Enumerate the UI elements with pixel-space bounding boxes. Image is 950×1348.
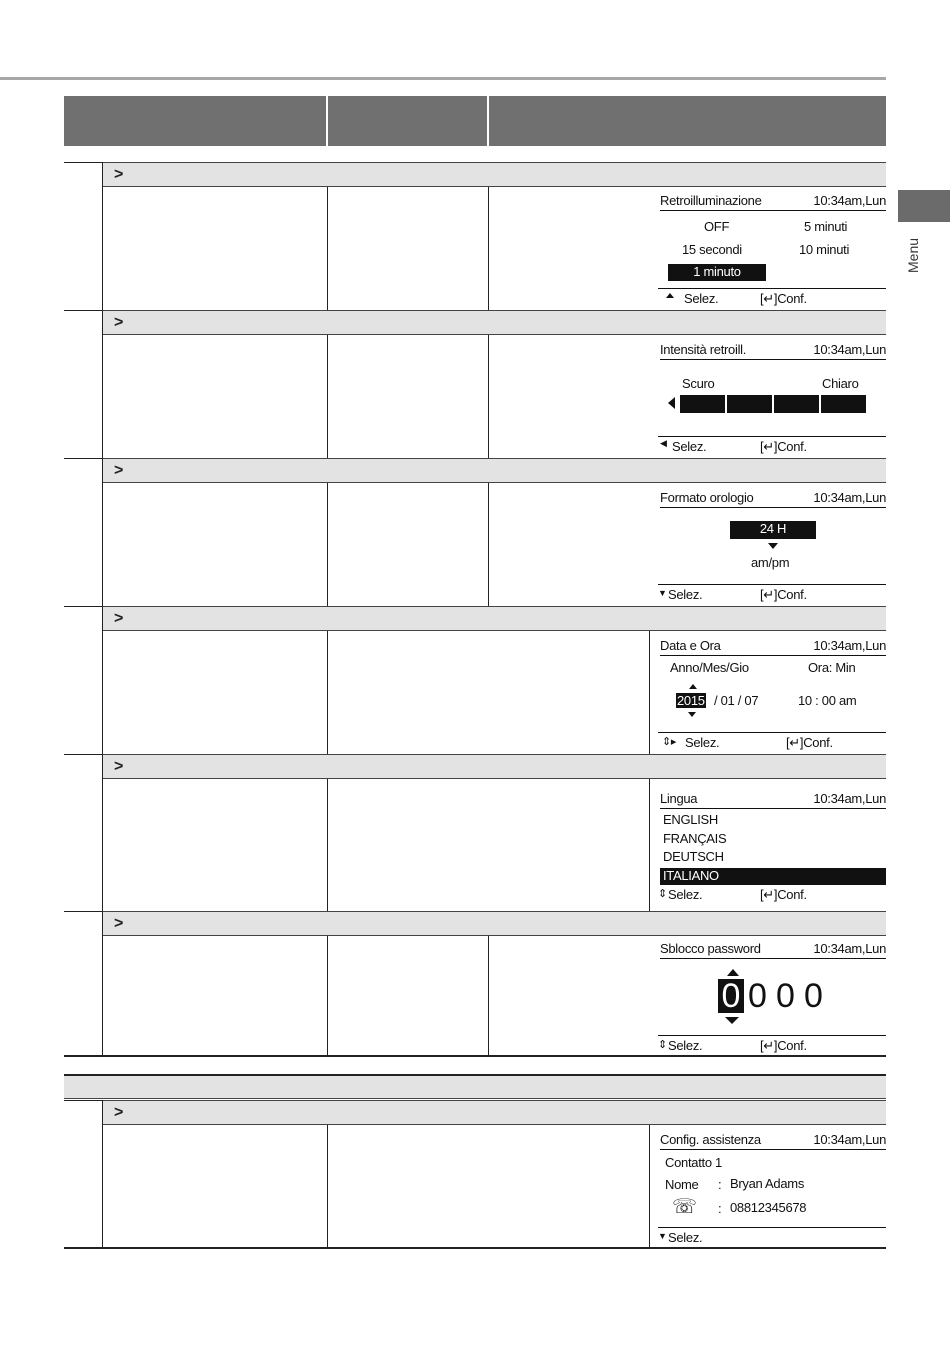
option-10min: 10 minuti [799,242,850,257]
side-tab-marker [898,190,950,222]
arrow-up-icon [666,293,674,298]
screen-clock: 10:34am,Lun [813,193,886,208]
row-divider [64,606,102,607]
screen-footer [658,436,886,457]
col-line [649,779,650,911]
subrow-bar [102,754,886,779]
screen-title-bar [660,790,886,809]
footer-select: Selez. [668,1038,703,1053]
col-line [327,335,328,458]
dark-label: Scuro [682,376,715,391]
screen-date-time [660,637,886,754]
screen-title: Data e Ora [660,638,721,653]
arrow-down-icon [688,712,696,717]
footer-select: Selez. [668,887,703,902]
col-line [327,1125,328,1248]
arrow-down-small-icon: ▼ [658,1231,667,1241]
footer-select: Selez. [684,291,719,306]
table-header-col3 [489,96,886,146]
footer-confirm: [↵]Conf. [760,1038,807,1053]
intensity-segment [774,395,819,413]
password-digit-4: 0 [804,977,823,1015]
row-divider [64,911,102,912]
row-divider [64,754,102,755]
col-line [327,483,328,606]
screen-title-bar [660,341,886,360]
footer-select: Selez. [685,735,720,750]
screen-title: Config. assistenza [660,1132,761,1147]
arrows-four-way-icon: ⇕▸ [662,736,677,748]
format-ampm: am/pm [751,555,790,570]
screen-assistance [660,1131,886,1248]
table-header-col2 [328,96,487,146]
col-line [327,187,328,310]
chevron-right-icon: > [114,314,124,331]
arrow-down-icon [768,543,778,549]
intensity-segment [727,395,772,413]
screen-footer [658,885,886,905]
footer-select: Selez. [672,439,707,454]
footer-confirm: [↵]Conf. [786,735,833,750]
option-off: OFF [704,219,730,234]
year-field-selected: 2015 [677,693,705,708]
screen-title: Sblocco password [660,941,761,956]
screen-title: Lingua [660,791,698,806]
arrow-up-icon [727,969,739,976]
format-24h-selected: 24 H [730,521,816,539]
option-1min-selected: 1 minuto [668,264,766,281]
subrow-bar [102,1100,886,1125]
footer-select: Selez. [668,587,703,602]
screen-title-bar [660,192,886,211]
chevron-right-icon: > [114,915,124,932]
col-line [102,1100,103,1248]
intensity-level-bar [680,395,866,413]
date-header: Anno/Mes/Gio [670,660,749,675]
arrows-updown-icon: ⇕ [658,888,667,900]
chevron-right-icon: > [114,462,124,479]
name-label: Nome [665,1177,699,1192]
date-rest: / 01 / 07 [714,693,759,708]
col-line [327,779,328,911]
col-line [327,936,328,1056]
arrow-down-small-icon: ▼ [658,588,667,598]
row-divider [64,310,102,311]
screen-footer [658,1035,886,1056]
screen-backlight [660,192,886,310]
section-bar [64,1074,886,1099]
col-line [649,1125,650,1248]
screen-clock: 10:34am,Lun [813,941,886,956]
phone-icon: ☏ [672,1196,697,1218]
screen-footer [658,1227,886,1248]
phone-value: 08812345678 [730,1200,807,1215]
subrow-bar [102,162,886,187]
screen-title-bar [660,1131,886,1150]
screen-clock: 10:34am,Lun [813,342,886,357]
language-deutsch: DEUTSCH [663,849,724,864]
screen-password [660,940,886,1056]
intensity-segment [821,395,866,413]
password-digit-3: 0 [776,977,795,1015]
language-italiano-selected: ITALIANO [660,868,886,885]
screen-title: Formato orologio [660,490,754,505]
option-15sec: 15 secondi [682,242,742,257]
time-header: Ora: Min [808,660,856,675]
screen-clock-format [660,489,886,606]
side-tab-label: Menu [905,237,921,273]
time-value: 10 : 00 am [798,693,857,708]
col-line [488,187,489,310]
screen-footer [658,288,886,309]
chevron-right-icon: > [114,758,124,775]
footer-confirm: [↵]Conf. [760,587,807,602]
subrow-bar [102,911,886,936]
row-divider [64,162,102,163]
chevron-right-icon: > [114,610,124,627]
contact-label: Contatto 1 [665,1155,722,1170]
row-divider [64,1100,102,1101]
language-english: ENGLISH [663,812,718,827]
chevron-right-icon: > [114,1104,124,1121]
col-line [649,631,650,754]
col-line [327,631,328,754]
screen-clock: 10:34am,Lun [813,490,886,505]
phone-separator: : [718,1201,722,1216]
arrow-down-icon [725,1017,739,1024]
footer-select: Selez. [668,1230,703,1245]
col-line [488,483,489,606]
arrow-left-icon [668,397,675,409]
screen-clock: 10:34am,Lun [813,791,886,806]
col-line [488,335,489,458]
screen-title-bar [660,940,886,959]
bright-label: Chiaro [822,376,859,391]
name-separator: : [718,1177,722,1192]
password-digit-2: 0 [748,977,767,1015]
screen-title: Retroilluminazione [660,193,762,208]
screen-intensity [660,341,886,458]
screen-footer [658,732,886,753]
footer-confirm: [↵]Conf. [760,887,807,902]
name-value: Bryan Adams [730,1176,805,1191]
arrow-up-icon [689,684,697,689]
arrows-updown-icon: ⇕ [658,1039,667,1051]
intensity-segment [680,395,725,413]
screen-title: Intensità retroill. [660,342,747,357]
arrow-left-small-icon: ◀ [660,438,667,448]
subrow-bar [102,606,886,631]
subrow-bar [102,458,886,483]
table-header-col1 [64,96,326,146]
language-francais: FRANÇAIS [663,831,727,846]
password-digit-1-selected: 0 [718,979,744,1013]
screen-language [660,790,886,911]
row-divider [64,458,102,459]
screen-clock: 10:34am,Lun [813,1132,886,1147]
footer-confirm: [↵]Conf. [760,439,807,454]
screen-title-bar [660,637,886,656]
col-line [102,162,103,1056]
subrow-bar [102,310,886,335]
screen-title-bar [660,489,886,508]
option-5min: 5 minuti [804,219,848,234]
col-line [488,936,489,1056]
chevron-right-icon: > [114,166,124,183]
footer-confirm: [↵]Conf. [760,291,807,306]
screen-clock: 10:34am,Lun [813,638,886,653]
top-rule [0,77,886,80]
screen-footer [658,584,886,605]
